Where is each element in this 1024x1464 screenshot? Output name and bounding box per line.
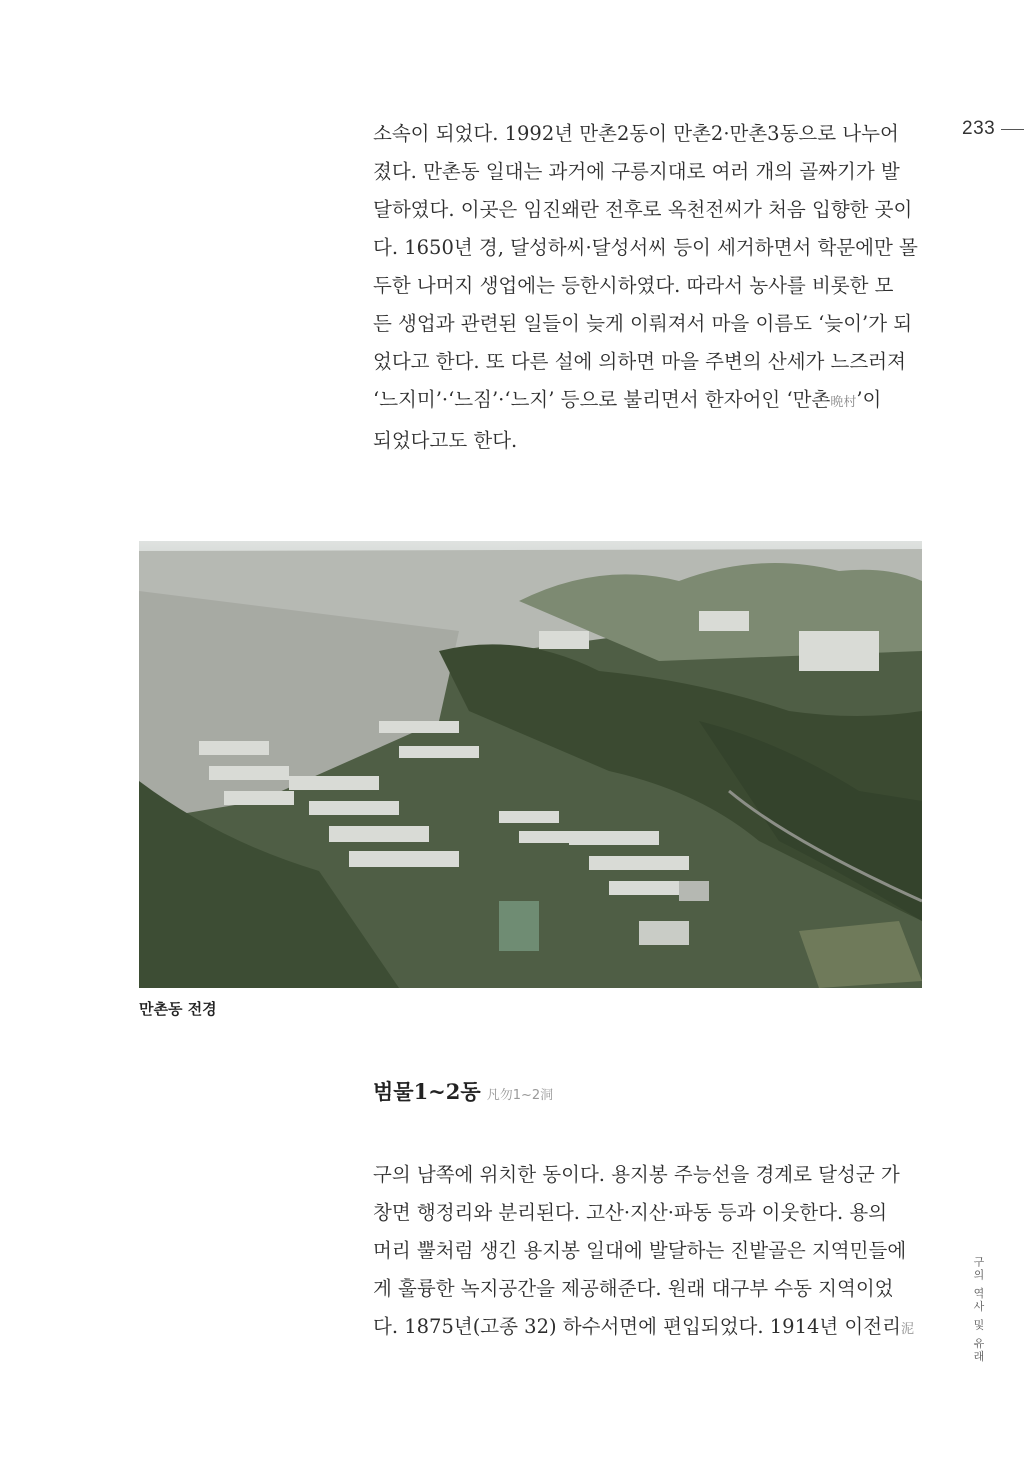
text-line: 졌다. 만촌동 일대는 과거에 구릉지대로 여러 개의 골짜기가 발 bbox=[373, 160, 900, 183]
photo-caption: 만촌동 전경 bbox=[139, 1000, 217, 1018]
page-number-text: 233 bbox=[962, 118, 996, 139]
text-line: 게 훌륭한 녹지공간을 제공해준다. 원래 대구부 수동 지역이었 bbox=[373, 1277, 894, 1300]
text-line: 되었다고도 한다. bbox=[373, 429, 518, 452]
chapter-side-label: 구의 역사 및 유래 bbox=[972, 1256, 985, 1364]
text-line: 다. 1650년 경, 달성하씨·달성서씨 등이 세거하면서 학문에만 몰 bbox=[373, 236, 918, 259]
hanja-annotation: 晩村 bbox=[830, 395, 857, 410]
section-heading bbox=[373, 1076, 553, 1106]
text-line: 달하였다. 이곳은 임진왜란 전후로 옥천전씨가 처음 입향한 곳이 bbox=[373, 198, 913, 221]
text-line: 었다고 한다. 또 다른 설에 의하면 마을 주변의 산세가 느즈러져 bbox=[373, 350, 906, 373]
text-line bbox=[373, 381, 923, 422]
text-line: 창면 행정리와 분리된다. 고산·지산·파동 등과 이웃한다. 용의 bbox=[373, 1201, 888, 1224]
text-line: 머리 뿔처럼 생긴 용지봉 일대에 발달하는 진밭골은 지역민들에 bbox=[373, 1239, 907, 1262]
section-paragraph bbox=[373, 1156, 923, 1349]
text-line bbox=[373, 1308, 923, 1349]
text-segment: ‘느지미’·‘느짐’·‘느지’ 등으로 불리면서 한자어인 ‘만촌 bbox=[373, 388, 831, 411]
hanja-annotation: 泥 bbox=[900, 1322, 914, 1337]
page-number bbox=[962, 118, 1024, 140]
aerial-photo bbox=[139, 541, 922, 988]
text-segment: ’이 bbox=[856, 388, 882, 411]
section-title: 범물1~2동 bbox=[373, 1079, 481, 1104]
aerial-photo-illustration bbox=[139, 541, 922, 988]
text-line: 두한 나머지 생업에는 등한시하였다. 따라서 농사를 비롯한 모 bbox=[373, 274, 894, 297]
text-line: 구의 남쪽에 위치한 동이다. 용지봉 주능선을 경계로 달성군 가 bbox=[373, 1163, 900, 1186]
page-number-rule bbox=[1001, 129, 1024, 130]
text-line: 소속이 되었다. 1992년 만촌2동이 만촌2·만촌3동으로 나누어 bbox=[373, 122, 899, 145]
section-title-hanja: 凡勿1~2洞 bbox=[486, 1088, 554, 1103]
text-line: 든 생업과 관련된 일들이 늦게 이뤄져서 마을 이름도 ‘늦이’가 되 bbox=[373, 312, 913, 335]
text-segment: 다. 1875년(고종 32) 하수서면에 편입되었다. 1914년 이전리 bbox=[373, 1315, 901, 1338]
intro-paragraph bbox=[373, 115, 923, 460]
